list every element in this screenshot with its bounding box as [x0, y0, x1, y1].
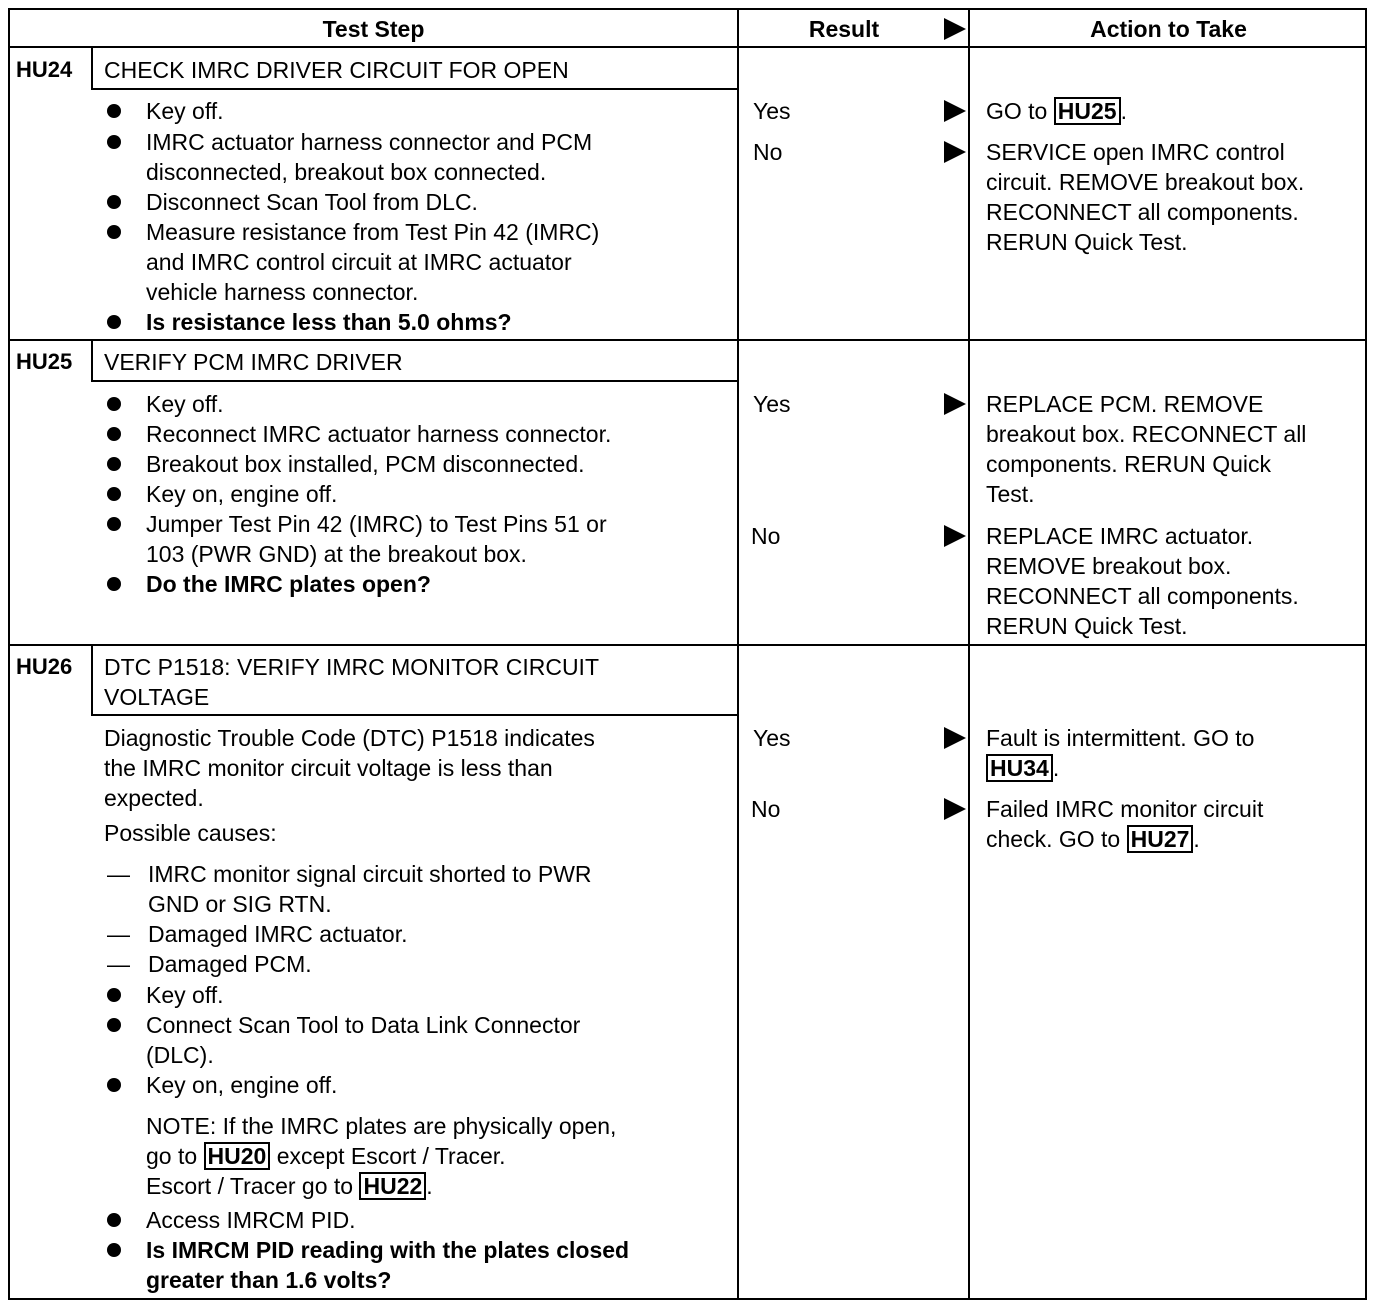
- id-divider-hu25: [91, 341, 93, 382]
- hu26-step-3: Key on, engine off.: [146, 1072, 338, 1098]
- hu24-no: No: [753, 139, 783, 165]
- hu26-yes-action-l1: Fault is intermittent. GO to: [986, 725, 1255, 751]
- step-title-hu26-l2: VOLTAGE: [104, 684, 210, 710]
- arrow-icon: [944, 798, 966, 820]
- hu25-no-action-l4: RERUN Quick Test.: [986, 613, 1188, 639]
- hu25-yes-action-l4: Test.: [986, 481, 1035, 507]
- hu26-no-action-period: .: [1193, 826, 1200, 852]
- hu25-step-5-l1: Jumper Test Pin 42 (IMRC) to Test Pins 51 or: [146, 511, 607, 537]
- arrow-icon: [944, 141, 966, 163]
- bullet-icon: [107, 517, 121, 531]
- hu26-cause-2: Damaged IMRC actuator.: [148, 921, 408, 947]
- hu25-yes-action-l1: REPLACE PCM. REMOVE: [986, 391, 1264, 417]
- ref-hu25-link[interactable]: HU25: [1054, 97, 1121, 125]
- title-divider-hu24: [91, 88, 737, 90]
- hu24-no-action-l4: RERUN Quick Test.: [986, 229, 1188, 255]
- col-divider-test-result: [737, 8, 739, 1300]
- id-divider-hu24: [91, 48, 93, 90]
- hu25-step-4: Key on, engine off.: [146, 481, 338, 507]
- ref-hu20-link[interactable]: HU20: [204, 1142, 271, 1170]
- hu26-note-l3: [146, 1171, 433, 1201]
- step-title-hu24: CHECK IMRC DRIVER CIRCUIT FOR OPEN: [104, 57, 569, 83]
- hu26-yes-action-period: .: [1052, 755, 1060, 781]
- col-divider-result-action: [968, 8, 970, 1300]
- hu25-no: No: [751, 523, 781, 549]
- hu26-intro-l1: Diagnostic Trouble Code (DTC) P1518 indicates: [104, 725, 595, 751]
- hu26-note-l1: NOTE: If the IMRC plates are physically open,: [146, 1113, 617, 1139]
- bullet-icon: [107, 135, 121, 149]
- hu26-cause-1-l1: IMRC monitor signal circuit shorted to PWR: [148, 861, 592, 887]
- hu25-yes: Yes: [753, 391, 791, 417]
- bullet-icon: [107, 225, 121, 239]
- hu26-step-1: Key off.: [146, 982, 224, 1008]
- bullet-icon: [107, 577, 121, 591]
- header-action: Action to Take: [1090, 16, 1247, 42]
- step-title-hu26-l1: DTC P1518: VERIFY IMRC MONITOR CIRCUIT: [104, 654, 599, 680]
- hu24-no-action-l3: RECONNECT all components.: [986, 199, 1299, 225]
- header-test-step: Test Step: [322, 16, 425, 42]
- hu26-note-l3-pre: Escort / Tracer go to: [146, 1173, 360, 1199]
- id-divider-hu26: [91, 646, 93, 716]
- hu26-question-l1: Is IMRCM PID reading with the plates closed: [146, 1237, 630, 1263]
- bullet-icon: [107, 1243, 121, 1257]
- bullet-icon: [107, 397, 121, 411]
- hu26-intro-l3: expected.: [104, 785, 204, 811]
- hu24-step-3: Disconnect Scan Tool from DLC.: [146, 189, 478, 215]
- step-id-hu24: HU24: [16, 57, 73, 82]
- hu26-note-l2-pre: go to: [146, 1143, 204, 1169]
- header-arrow-icon: [944, 18, 966, 40]
- hu26-no-action-l2: [986, 824, 1200, 854]
- hu24-yes-action-text: GO to: [986, 98, 1054, 124]
- hu25-step-2: Reconnect IMRC actuator harness connector.: [146, 421, 612, 447]
- bullet-icon: [107, 487, 121, 501]
- hu26-intro-l2: the IMRC monitor circuit voltage is less than: [104, 755, 553, 781]
- hu24-step-2-l2: disconnected, breakout box connected.: [146, 159, 547, 185]
- header-divider: [8, 46, 1367, 48]
- bullet-icon: [107, 104, 121, 118]
- bullet-icon: [107, 1078, 121, 1092]
- bullet-icon: [107, 457, 121, 471]
- hu25-question: Do the IMRC plates open?: [146, 571, 431, 597]
- hu24-step-4-l1: Measure resistance from Test Pin 42 (IMRC): [146, 219, 600, 245]
- bullet-icon: [107, 427, 121, 441]
- hu26-cause-3: Damaged PCM.: [148, 951, 312, 977]
- hu25-no-action-l2: REMOVE breakout box.: [986, 553, 1232, 579]
- hu25-no-action-l1: REPLACE IMRC actuator.: [986, 523, 1254, 549]
- bullet-icon: [107, 1018, 121, 1032]
- row-divider-hu25: [8, 339, 1367, 341]
- dash-icon: —: [107, 921, 130, 947]
- arrow-icon: [944, 727, 966, 749]
- hu26-step-2-l1: Connect Scan Tool to Data Link Connector: [146, 1012, 581, 1038]
- hu26-step-4: Access IMRCM PID.: [146, 1207, 356, 1233]
- hu24-step-4-l2: and IMRC control circuit at IMRC actuator: [146, 249, 572, 275]
- hu24-yes-action-period: .: [1120, 98, 1127, 124]
- hu25-yes-action-l2: breakout box. RECONNECT all: [986, 421, 1307, 447]
- hu24-step-2-l1: IMRC actuator harness connector and PCM: [146, 129, 593, 155]
- title-divider-hu25: [91, 380, 737, 382]
- bullet-icon: [107, 195, 121, 209]
- ref-hu22-link[interactable]: HU22: [359, 1172, 426, 1200]
- dash-icon: —: [107, 861, 130, 887]
- hu26-note-l2-post: except Escort / Tracer.: [270, 1143, 506, 1169]
- arrow-icon: [944, 525, 966, 547]
- hu26-note-l3-post: .: [426, 1173, 433, 1199]
- hu24-question: Is resistance less than 5.0 ohms?: [146, 309, 512, 335]
- hu26-no-action-pre: check. GO to: [986, 826, 1127, 852]
- step-title-hu25: VERIFY PCM IMRC DRIVER: [104, 349, 403, 375]
- hu24-yes-action: [986, 96, 1127, 126]
- step-id-hu26: HU26: [16, 654, 73, 679]
- row-divider-hu26: [8, 644, 1367, 646]
- hu26-question-l2: greater than 1.6 volts?: [146, 1267, 392, 1293]
- hu25-no-action-l3: RECONNECT all components.: [986, 583, 1299, 609]
- ref-hu34-link[interactable]: HU34: [986, 754, 1053, 782]
- bullet-icon: [107, 1213, 121, 1227]
- hu24-no-action-l1: SERVICE open IMRC control: [986, 139, 1285, 165]
- header-result: Result: [808, 16, 880, 42]
- hu26-no-action-l1: Failed IMRC monitor circuit: [986, 796, 1264, 822]
- hu24-step-1: Key off.: [146, 98, 224, 124]
- arrow-icon: [944, 393, 966, 415]
- hu26-causes-label: Possible causes:: [104, 820, 277, 846]
- step-id-hu25: HU25: [16, 349, 73, 374]
- bullet-icon: [107, 988, 121, 1002]
- hu24-no-action-l2: circuit. REMOVE breakout box.: [986, 169, 1305, 195]
- dash-icon: —: [107, 951, 130, 977]
- hu24-step-4-l3: vehicle harness connector.: [146, 279, 419, 305]
- bullet-icon: [107, 315, 121, 329]
- hu26-cause-1-l2: GND or SIG RTN.: [148, 891, 332, 917]
- hu26-yes: Yes: [753, 725, 791, 751]
- hu26-no: No: [751, 796, 781, 822]
- hu25-step-5-l2: 103 (PWR GND) at the breakout box.: [146, 541, 527, 567]
- hu26-yes-action-l2: [986, 753, 1059, 783]
- hu25-step-3: Breakout box installed, PCM disconnected.: [146, 451, 585, 477]
- hu24-yes: Yes: [753, 98, 791, 124]
- hu25-yes-action-l3: components. RERUN Quick: [986, 451, 1272, 477]
- title-divider-hu26: [91, 714, 737, 716]
- hu26-step-2-l2: (DLC).: [146, 1042, 214, 1068]
- arrow-icon: [944, 100, 966, 122]
- hu26-note-l2: [146, 1141, 506, 1171]
- hu25-step-1: Key off.: [146, 391, 224, 417]
- ref-hu27-link[interactable]: HU27: [1127, 825, 1194, 853]
